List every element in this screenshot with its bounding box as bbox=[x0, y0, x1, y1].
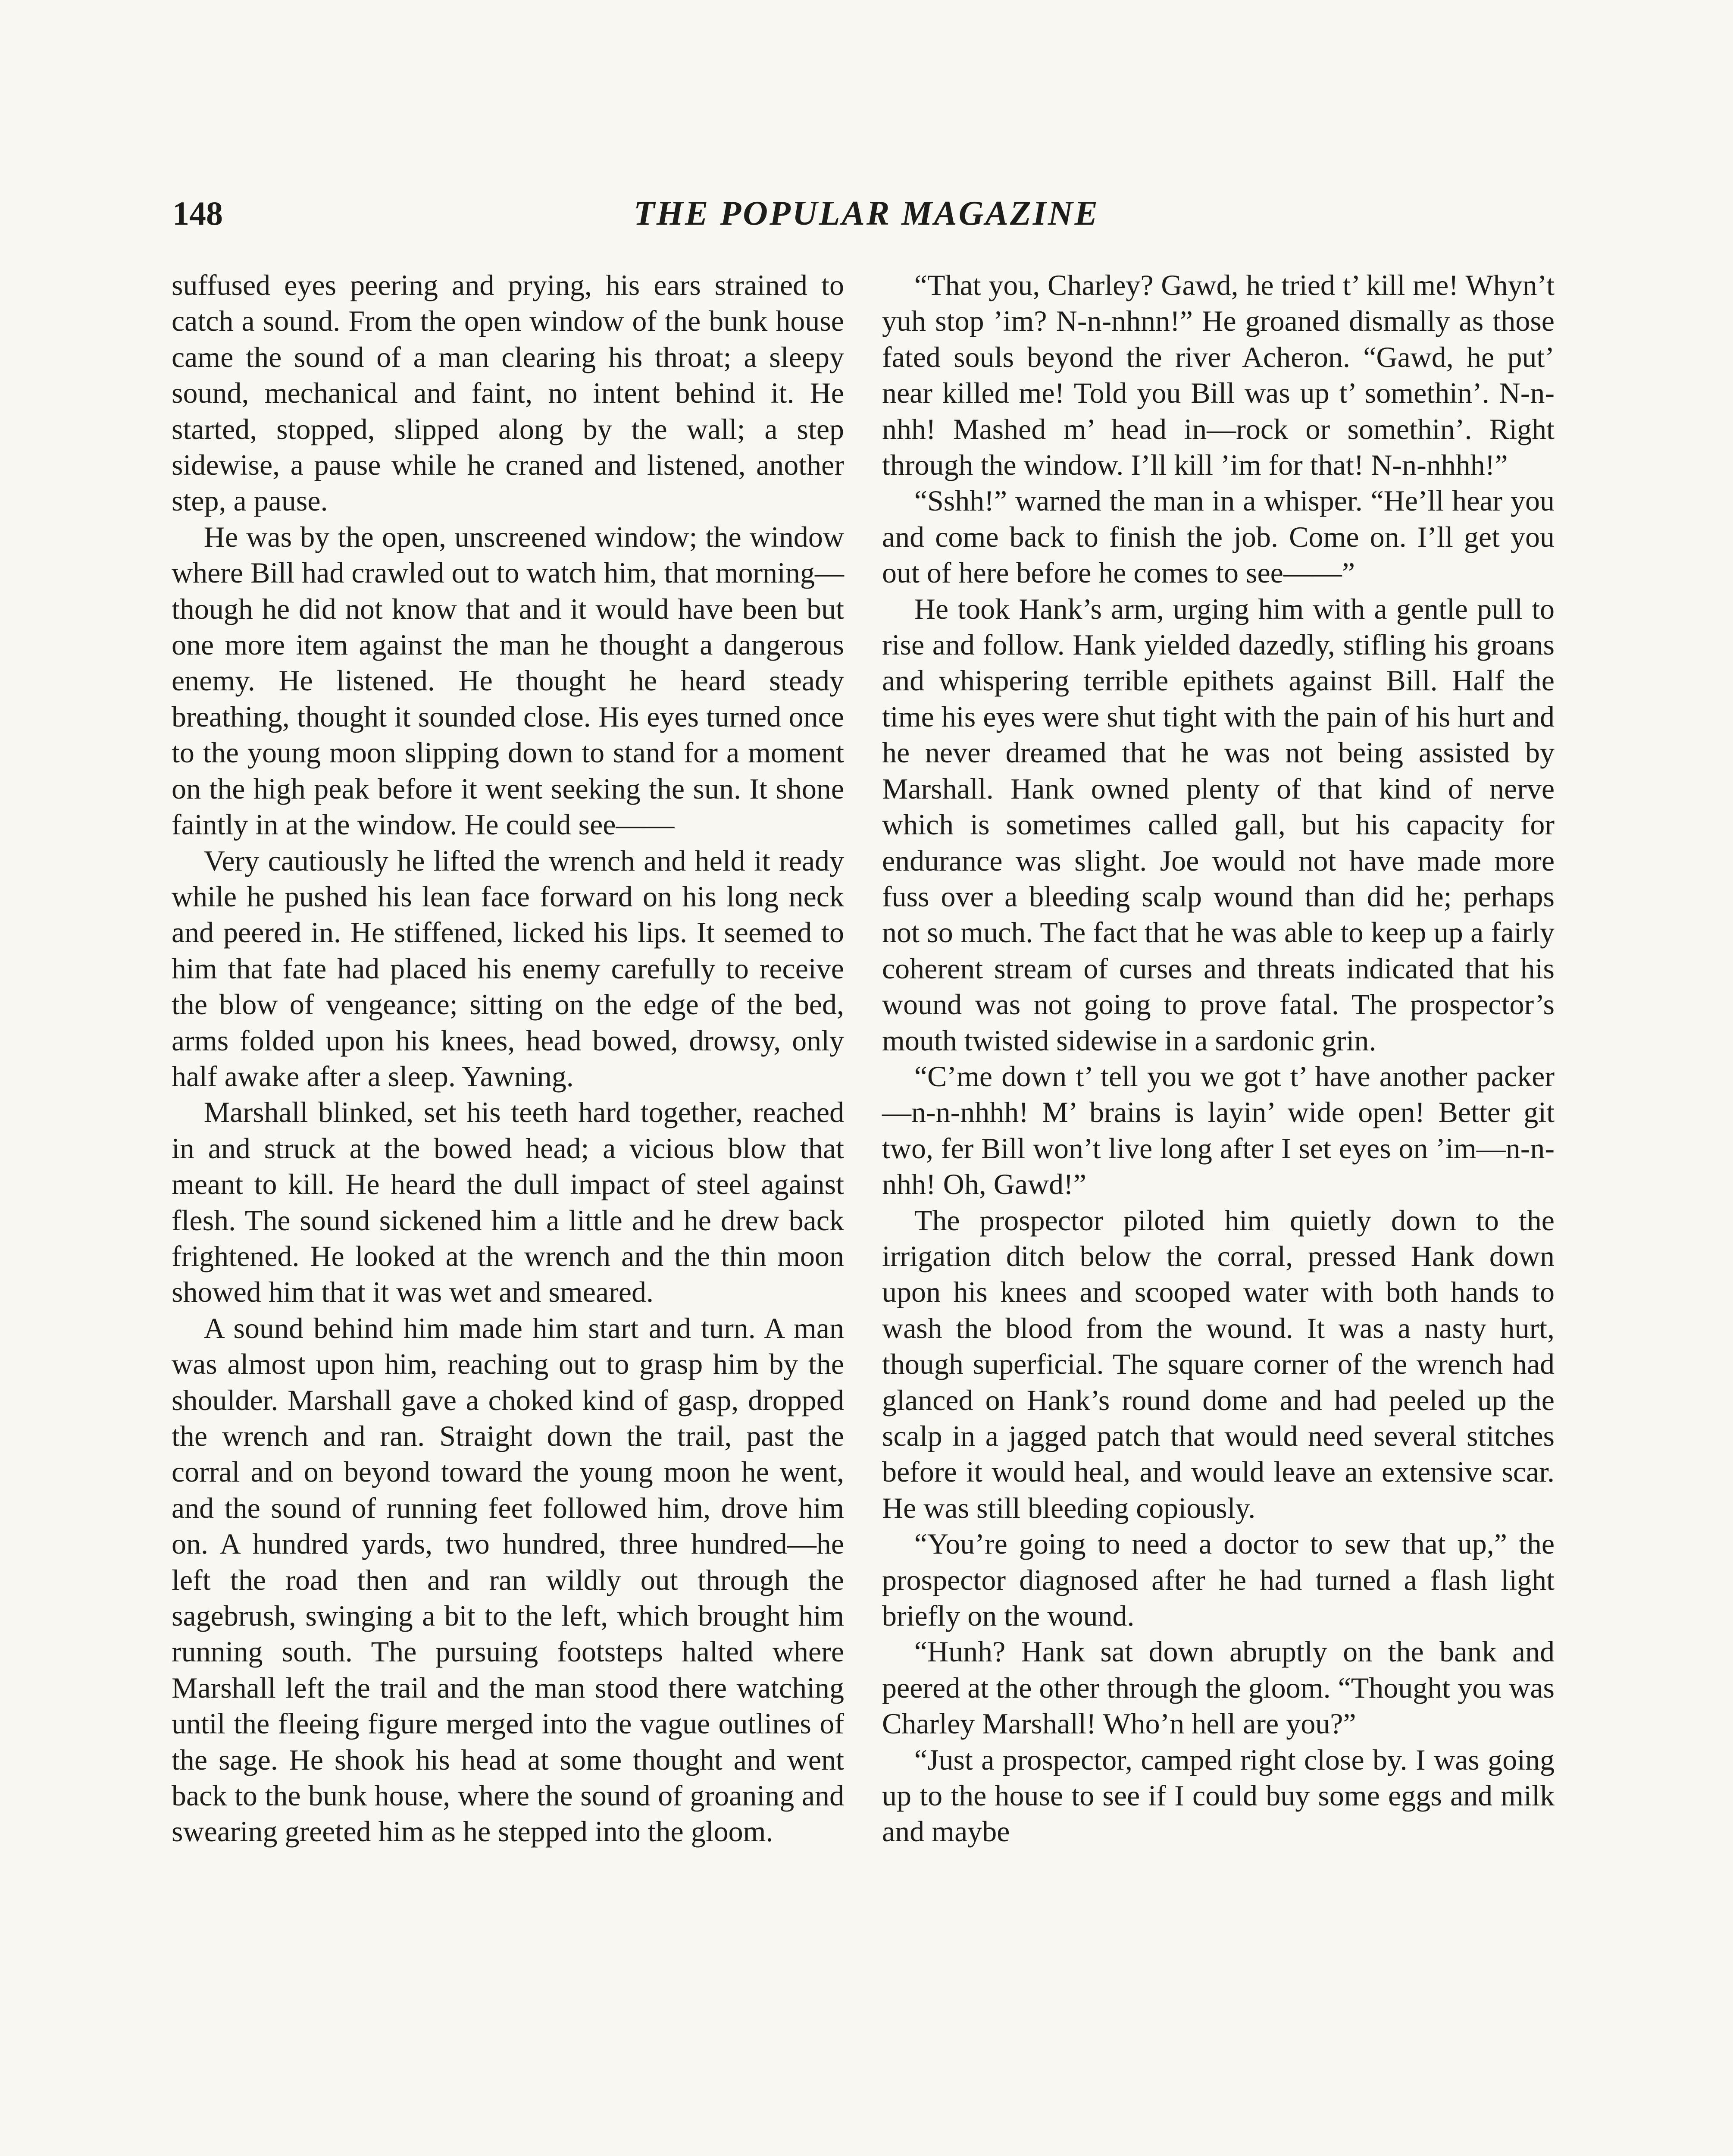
paragraph: “Hunh? Hank sat down abruptly on the bank and peered at the other through the gloom. “Thought you was Charley Marshall! Who’n hell are you?” bbox=[882, 1635, 1555, 1740]
running-title: THE POPULAR MAGAZINE bbox=[633, 194, 1100, 232]
paragraph: “C’me down t’ tell you we got t’ have another packer—n-n-nhhh! M’ brains is layin’ wide open! Better git two, fer Bill won’t live long after I set eyes on ’im—n-n-nhh! Oh, Gawd!” bbox=[882, 1059, 1555, 1201]
paragraph: Marshall blinked, set his teeth hard together, reached in and struck at the bowed head; a vicious blow that meant to kill. He heard the dull impact of steel against flesh. The sound sickened him a little and he drew back frightened. He looked at the wrench and the thin moon showed him that it was wet and smeared. bbox=[172, 1096, 844, 1309]
paragraph: He took Hank’s arm, urging him with a gentle pull to rise and follow. Hank yielded dazedly, stifling his groans and whispering terrible epithets against Bill. Half the time his eyes were shut tight with the pain of his hurt and he never dreamed that he was not being assisted by Marshall. Hank owned plenty of that kind of nerve which is sometimes called gall, but his capacity for endurance was slight. Joe would not have made more fuss over a bleeding scalp wound than did he; perhaps not so much. The fact that he was able to keep up a fairly coherent stream of curses and threats indicated that his wound was not going to prove fatal. The prospector’s mouth twisted sidewise in a sardonic grin. bbox=[882, 592, 1555, 1057]
paragraph: “Sshh!” warned the man in a whisper. “He’ll hear you and come back to finish the job. Come on. I’ll get you out of here before he comes to see——” bbox=[882, 484, 1555, 589]
paragraph: “Just a prospector, camped right close by. I was going up to the house to see if I could buy some eggs and milk and maybe bbox=[882, 1743, 1555, 1848]
left-column bbox=[172, 267, 844, 1850]
paragraph: The prospector piloted him quietly down to the irrigation ditch below the corral, pressed Hank down upon his knees and scooped water with both hands to wash the blood from the wound. It was a nasty hurt, though superficial. The square corner of the wrench had glanced on Hank’s round dome and had peeled up the scalp in a jagged patch that would need several stitches before it would heal, and would leave an extensive scar. He was still bleeding copiously. bbox=[882, 1203, 1555, 1524]
paragraph: “That you, Charley? Gawd, he tried t’ kill me! Whyn’t yuh stop ’im? N-n-nhnn!” He groaned dismally as those fated souls beyond the river Acheron. “Gawd, he put’ near killed me! Told you Bill was up t’ somethin’. N-n-nhh! Mashed m’ head in—rock or somethin’. Right through the window. I’ll kill ’im for that! N-n-nhhh!” bbox=[882, 269, 1555, 482]
right-column bbox=[882, 267, 1555, 1850]
paragraph: Very cautiously he lifted the wrench and held it ready while he pushed his lean face forward on his long neck and peered in. He stiffened, licked his lips. It seemed to him that fate had placed his enemy carefully to receive the blow of vengeance; sitting on the edge of the bed, arms folded upon his knees, head bowed, drowsy, only half awake after a sleep. Yawning. bbox=[172, 844, 844, 1093]
paragraph: “You’re going to need a doctor to sew that up,” the prospector diagnosed after he had turned a flash light briefly on the wound. bbox=[882, 1527, 1555, 1633]
paragraph: A sound behind him made him start and turn. A man was almost upon him, reaching out to grasp him by the shoulder. Marshall gave a choked kind of gasp, dropped the wrench and ran. Straight down the trail, past the corral and on beyond toward the young moon he went, and the sound of running feet followed him, drove him on. A hundred yards, two hundred, three hundred—he left the road then and ran wildly out through the sagebrush, swinging a bit to the left, which brought him running south. The pursuing footsteps halted where Marshall left the trail and the man stood there watching until the fleeing figure merged into the vague outlines of the sage. He shook his head at some thought and went back to the bunk house, where the sound of groaning and swearing greeted him as he stepped into the gloom. bbox=[172, 1311, 844, 1848]
paragraph: suffused eyes peering and prying, his ears strained to catch a sound. From the open window of the bunk house came the sound of a man clearing his throat; a sleepy sound, mechanical and faint, no intent behind it. He started, stopped, slipped along by the wall; a step sidewise, a pause while he craned and listened, another step, a pause. bbox=[172, 269, 844, 517]
paragraph: He was by the open, unscreened window; the window where Bill had crawled out to watch him, that morning—though he did not know that and it would have been but one more item against the man he thought a dangerous enemy. He listened. He thought he heard steady breathing, thought it sounded close. His eyes turned once to the young moon slipping down to stand for a moment on the high peak before it went seeking the sun. It shone faintly in at the window. He could see—— bbox=[172, 520, 844, 841]
page-header bbox=[172, 190, 1561, 237]
page-number: 148 bbox=[172, 194, 223, 232]
